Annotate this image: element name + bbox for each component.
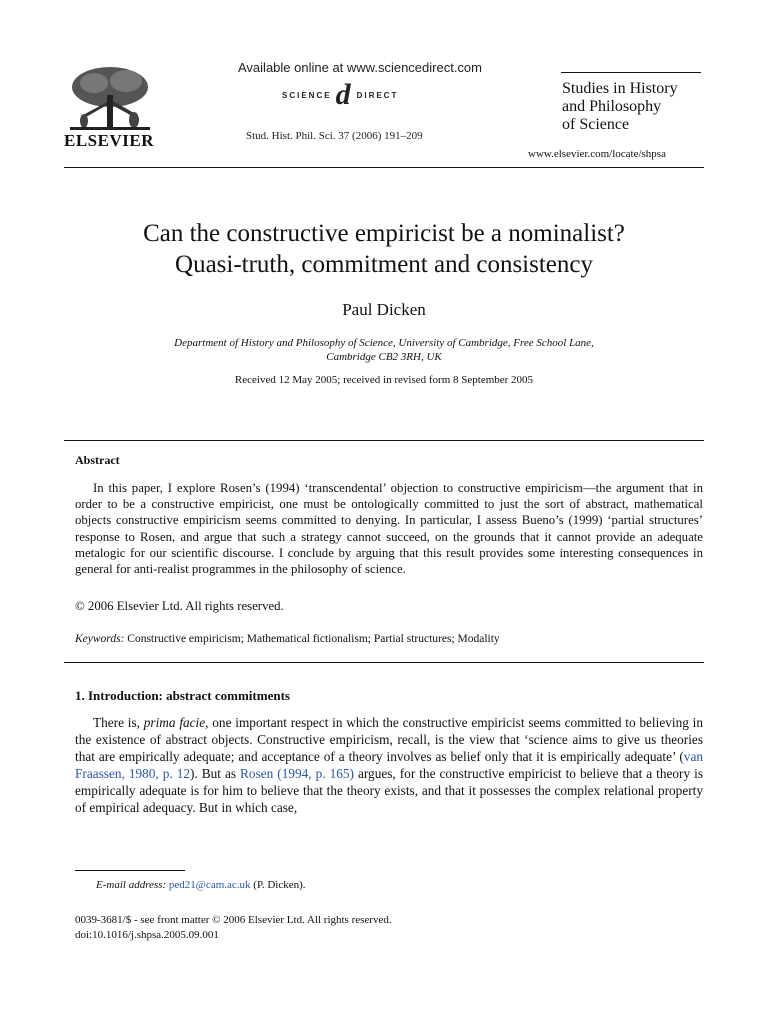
italic-text: prima facie (143, 715, 206, 730)
article-title-line-1: Can the constructive empiricist be a nominalist? (143, 220, 625, 247)
article-title-line-2: Quasi-truth, commitment and consistency (175, 251, 593, 278)
affiliation-line-2: Cambridge CB2 3RH, UK (326, 351, 442, 363)
abstract-bottom-divider (64, 662, 704, 663)
citation-link-rosen[interactable]: Rosen (1994, p. 165) (240, 765, 354, 781)
journal-title-line: of Science (562, 116, 630, 133)
journal-rule (561, 72, 701, 73)
journal-url[interactable]: www.elsevier.com/locate/shpsa (528, 148, 666, 160)
email-suffix: (P. Dicken). (250, 879, 306, 891)
section-heading: 1. Introduction: abstract commitments (75, 688, 290, 703)
sciencedirect-logo[interactable] (282, 80, 398, 110)
sd-logo-right: DIRECT (356, 90, 399, 100)
publisher-logo-text: ELSEVIER (64, 131, 154, 150)
text-run: , one important respect in which the constructive empiricist seems committed to believing in the existence of abstract objects. Constructive empiricism, recall, is the view that ‘science aims to give us theories that are empirically adequate; and acceptance of a theory involves as belief only that it is empirically adequate’ ( (75, 715, 703, 764)
journal-title-line: Studies in History (562, 80, 678, 97)
text-run: There is, (93, 715, 144, 730)
abstract-body (75, 480, 703, 577)
footnote-divider (75, 870, 185, 871)
text-run: ). But as (190, 765, 241, 781)
keywords (75, 633, 500, 645)
abstract-top-divider (64, 440, 704, 441)
author-name: Paul Dicken (342, 300, 426, 319)
section-body (75, 715, 703, 816)
affiliation-line-1: Department of History and Philosophy of Science, University of Cambridge, Free School Lane, (174, 337, 594, 349)
citation-link-van-fraassen[interactable]: van Fraassen, 1980, p. 12 (75, 748, 703, 781)
abstract-text: In this paper, I explore Rosen’s (1994) ‘transcendental’ objection to constructive empiricism—the argument that in order to be a constructive empiricist, one must be ontologically committed to just the sort of abstract, mathematical objects constructive empiricism seems committed to denying. In particular, I assess Bueno’s (1999) ‘partial structures’ response to Rosen, and argue that such a strategy cannot succeed, on the grounds that it cannot provide an adequate metalogic for our scientific discourse. I conclude by arguing that this result provides some interesting consequences in general for anti-realist programmes in the philosophy of science. (75, 481, 703, 577)
author-email (96, 879, 306, 891)
header-divider (64, 167, 704, 168)
email-label: E-mail address: (96, 879, 167, 891)
text-run: argues, for the constructive empiricist to believe that a theory is empirically adequate is for him to believe that the theory exists, and that it possesses the complex relational property of empirical adequacy. But in which case, (75, 765, 703, 815)
journal-title-line: and Philosophy (562, 98, 662, 115)
keywords-text: Constructive empiricism; Mathematical fictionalism; Partial structures; Modality (127, 633, 500, 645)
issn-line: 0039-3681/$ - see front matter © 2006 Elsevier Ltd. All rights reserved. (75, 914, 392, 926)
abstract-heading: Abstract (75, 453, 120, 467)
paragraph (75, 715, 703, 816)
doi-line[interactable]: doi:10.1016/j.shpsa.2005.09.001 (75, 929, 219, 941)
elsevier-tree-logo (64, 60, 156, 140)
email-link[interactable]: ped21@cam.ac.uk (168, 879, 251, 891)
sd-logo-left: SCIENCE (282, 90, 332, 100)
sd-logo-at-icon: d (335, 78, 353, 111)
journal-title (562, 80, 678, 134)
sciencedirect-availability[interactable]: Available online at www.sciencedirect.com (238, 60, 482, 75)
journal-citation: Stud. Hist. Phil. Sci. 37 (2006) 191–209 (246, 130, 423, 142)
received-dates: Received 12 May 2005; received in revised form 8 September 2005 (234, 374, 534, 386)
keywords-label: Keywords: (75, 633, 125, 645)
abstract-copyright: © 2006 Elsevier Ltd. All rights reserved. (75, 599, 284, 613)
